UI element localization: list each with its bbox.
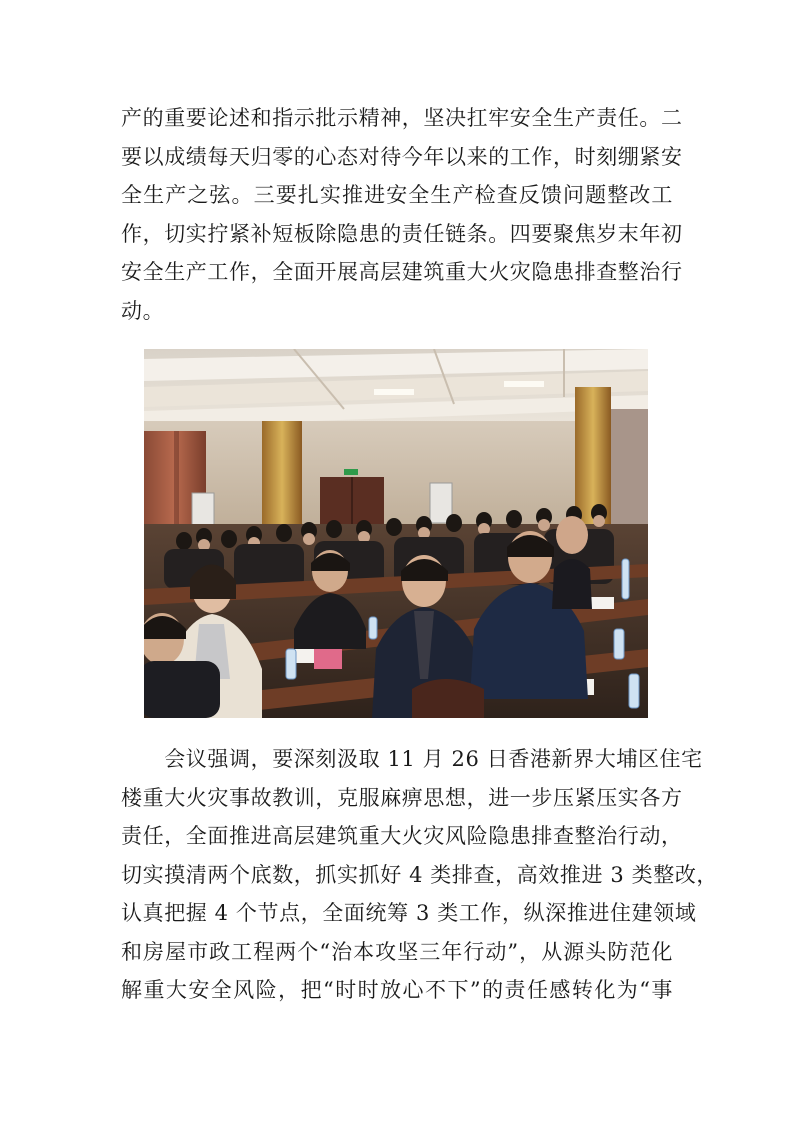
paragraph-2 — [121, 740, 719, 1010]
paragraph-line: 切实摸清两个底数，抓实抓好 4 类排查，高效推进 3 类整改， — [121, 862, 719, 887]
paragraph-line: 全生产之弦。三要扎实推进安全生产检查反馈问题整改工 — [121, 183, 673, 207]
paragraph-line: 解重大安全风险，把“时时放心不下”的责任感转化为“事 — [121, 978, 673, 1002]
paragraph-1 — [121, 99, 683, 330]
paragraph-line: 会议强调，要深刻汲取 11 月 26 日香港新界大埔区住宅 — [121, 747, 703, 771]
paragraph-line: 作，切实拧紧补短板除隐患的责任链条。四要聚焦岁末年初 — [121, 221, 683, 246]
paragraph-line: 责任，全面推进高层建筑重大火灾风险隐患排查整治行动， — [121, 824, 683, 848]
paragraph-line: 动。 — [121, 298, 165, 323]
meeting-photo — [144, 349, 648, 718]
paragraph-line: 安全生产工作，全面开展高层建筑重大火灾隐患排查整治行 — [121, 260, 683, 284]
paragraph-line: 要以成绩每天归零的心态对待今年以来的工作，时刻绷紧安 — [121, 144, 683, 169]
paragraph-line: 和房屋市政工程两个“治本攻坚三年行动”，从源头防范化 — [121, 939, 673, 964]
paragraph-line: 产的重要论述和指示批示精神，坚决扛牢安全生产责任。二 — [121, 106, 683, 130]
paragraph-line: 认真把握 4 个节点，全面统筹 3 类工作，纵深推进住建领域 — [121, 901, 697, 925]
paragraph-line: 楼重大火灾事故教训，克服麻痹思想，进一步压紧压实各方 — [121, 785, 683, 810]
